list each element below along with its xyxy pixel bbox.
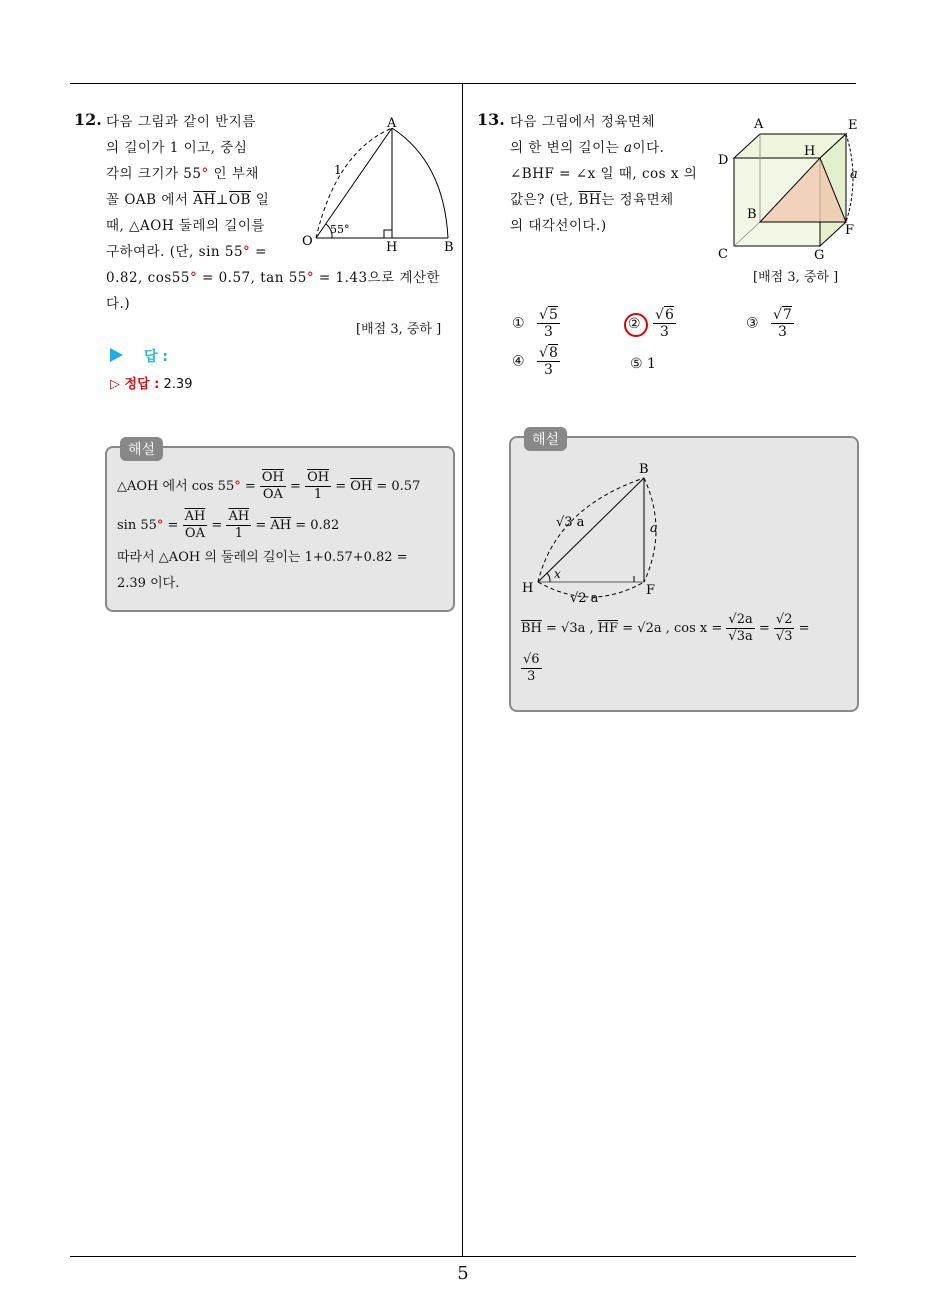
question-text-line: 의 길이가 1 이고, 중심 xyxy=(106,140,248,156)
label-b: B xyxy=(444,240,454,254)
label-angle: 55° xyxy=(330,223,350,236)
explain-line-1: △AOH 에서 cos 55° = $\frac{\overline{OH}}{OA}$ = $\frac{\overline{OH}}{1}$ = $\overline{OH} = 0.57$ xyxy=(117,470,421,502)
label-a: A xyxy=(387,116,397,131)
question-text-line: 0.82, cos55° = 0.57, tan 55° = 1.43으로 계산한 xyxy=(106,270,441,286)
question-text-line: 각의 크기가 55° 인 부채 xyxy=(106,166,259,182)
explain-line-4: 2.39 이다. xyxy=(117,576,180,591)
triangle-figure xyxy=(516,456,696,606)
label-b: B xyxy=(747,207,757,222)
choice-5[interactable]: ⑤ 1 xyxy=(630,356,656,372)
label-a-len: a xyxy=(850,167,858,182)
sector-arc xyxy=(392,128,448,238)
label-c: C xyxy=(718,247,728,262)
choice-2[interactable]: ② $\frac{√6}{3}$ xyxy=(628,307,676,340)
question-text-line: 꼴 OAB 에서 $\overline{AH}\perp\overline{OB}$ 일 xyxy=(106,192,270,208)
explanation-tab: 해설 xyxy=(524,427,567,451)
label-b: B xyxy=(639,462,649,477)
label-g: G xyxy=(814,248,825,262)
label-f: F xyxy=(646,583,656,598)
right-angle-mark xyxy=(384,230,392,238)
label-o: O xyxy=(302,234,313,249)
choice-1[interactable]: ① $\frac{√5}{3}$ xyxy=(512,307,558,340)
question-text-line: 의 대각선이다.) xyxy=(510,218,607,234)
grade-label: [배점 3, 중하 ] xyxy=(753,270,839,285)
label-h: H xyxy=(522,581,534,596)
question-text-line: 의 한 변의 길이는 a이다. xyxy=(510,140,665,156)
choice-3[interactable]: ③ $\frac{√7}{3}$ xyxy=(746,307,792,340)
radius-oa xyxy=(316,128,392,238)
explain-line-3: 따라서 △AOH 의 둘레의 길이는 1+0.57+0.82 = xyxy=(117,550,408,565)
explain-line-2: sin 55° = $\frac{\overline{AH}}{OA}$ = $\frac{\overline{AH}}{1}$ = $\overline{AH} = 0.82$ xyxy=(117,509,340,541)
label-x: x xyxy=(554,567,561,581)
column-divider xyxy=(462,83,463,1257)
explain-line-2: $\frac{√6}{3}$ xyxy=(523,652,540,684)
question-text-line: 다음 그림과 같이 반지름 xyxy=(106,114,256,130)
label-h: H xyxy=(386,240,398,254)
label-bh-len: √3 a xyxy=(556,515,585,530)
question-text-line: 구하여라. (단, sin 55° = xyxy=(106,244,267,260)
label-d: D xyxy=(718,153,729,168)
label-h: H xyxy=(804,144,816,159)
choice-4[interactable]: ④ $\frac{√8}{3}$ xyxy=(512,345,558,378)
question-number: 13. xyxy=(477,110,505,129)
label-a: a xyxy=(650,521,658,536)
correct-arrow-icon: ▷ xyxy=(110,377,125,392)
label-one: 1 xyxy=(334,163,342,177)
answer-label: 답 : xyxy=(144,349,168,365)
sector-figure xyxy=(296,112,462,254)
grade-label: [배점 3, 중하 ] xyxy=(356,322,442,337)
question-number: 12. xyxy=(74,110,102,129)
selected-circle-mark xyxy=(624,313,648,337)
correct-answer: ▷ 정답 : 2.39 xyxy=(110,377,193,392)
page-number: 5 xyxy=(457,1263,469,1284)
label-a: A xyxy=(754,117,764,132)
label-f: F xyxy=(845,223,855,238)
explanation-tab: 해설 xyxy=(120,437,163,461)
question-text-line: 다.) xyxy=(106,296,131,312)
cube-figure xyxy=(712,112,862,262)
answer-arrow-icon xyxy=(110,348,123,362)
explain-line-1: $\overline{BH} = √3a$ , $\overline{HF} = √2a$ , cos x = $\frac{√2a}{√3a}$ = $\frac{√2}{√3}$ = xyxy=(521,612,810,644)
label-e: E xyxy=(848,118,858,133)
question-text-line: 다음 그림에서 정육면체 xyxy=(510,114,655,130)
top-rule xyxy=(70,83,856,84)
label-hf-len: √2 a xyxy=(570,591,599,606)
question-text-line: 때, △AOH 둘레의 길이를 xyxy=(106,218,265,234)
angle-arc xyxy=(547,573,550,582)
question-text-line: 값은? (단, $\overline{BH}$는 정육면체 xyxy=(510,192,674,208)
question-text-line: ∠BHF = ∠x 일 때, cos x 의 xyxy=(510,166,698,182)
bottom-rule xyxy=(70,1256,856,1257)
